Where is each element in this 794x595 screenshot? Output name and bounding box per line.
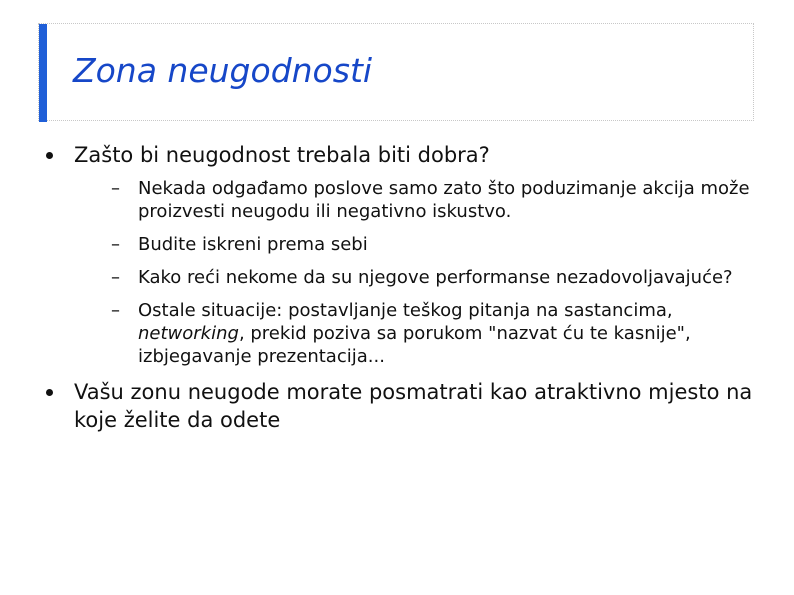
bullet-item: [44, 378, 754, 434]
dash-icon: –: [111, 267, 120, 288]
dash-icon: –: [111, 178, 120, 199]
title-accent-bar: [39, 24, 47, 122]
dash-icon: –: [111, 234, 120, 255]
title-placeholder: [38, 23, 754, 121]
bullet-text: Zašto bi neugodnost trebala biti dobra?: [74, 143, 490, 167]
bullet-dot-icon: [46, 389, 53, 396]
sub-bullet-text: Kako reći nekome da su njegove performanse nezadovoljavajuće?: [138, 267, 733, 288]
sub-bullet-text-italic: networking: [138, 323, 239, 344]
bullet-item: [44, 141, 754, 368]
slide-body: [44, 141, 754, 434]
sub-bullet-list: [74, 177, 754, 368]
sub-bullet-item: [74, 233, 754, 256]
sub-bullet-text-part: , prekid poziva sa porukom "nazvat ću te kasnije", izbjegavanje prezentacija...: [138, 323, 691, 367]
sub-bullet-text: Budite iskreni prema sebi: [138, 234, 368, 255]
sub-bullet-item: [74, 177, 754, 223]
bullet-dot-icon: [46, 152, 53, 159]
slide-title: Zona neugodnosti: [73, 51, 373, 90]
dash-icon: –: [111, 300, 120, 321]
sub-bullet-item: [74, 299, 754, 368]
bullet-text: Vašu zonu neugode morate posmatrati kao atraktivno mjesto na koje želite da odete: [74, 380, 753, 432]
sub-bullet-text: Nekada odgađamo poslove samo zato što poduzimanje akcija može proizvesti neugodu ili negativno iskustvo.: [138, 178, 750, 222]
sub-bullet-item: [74, 266, 754, 289]
sub-bullet-text-part: Ostale situacije: postavljanje teškog pitanja na sastancima,: [138, 300, 673, 321]
